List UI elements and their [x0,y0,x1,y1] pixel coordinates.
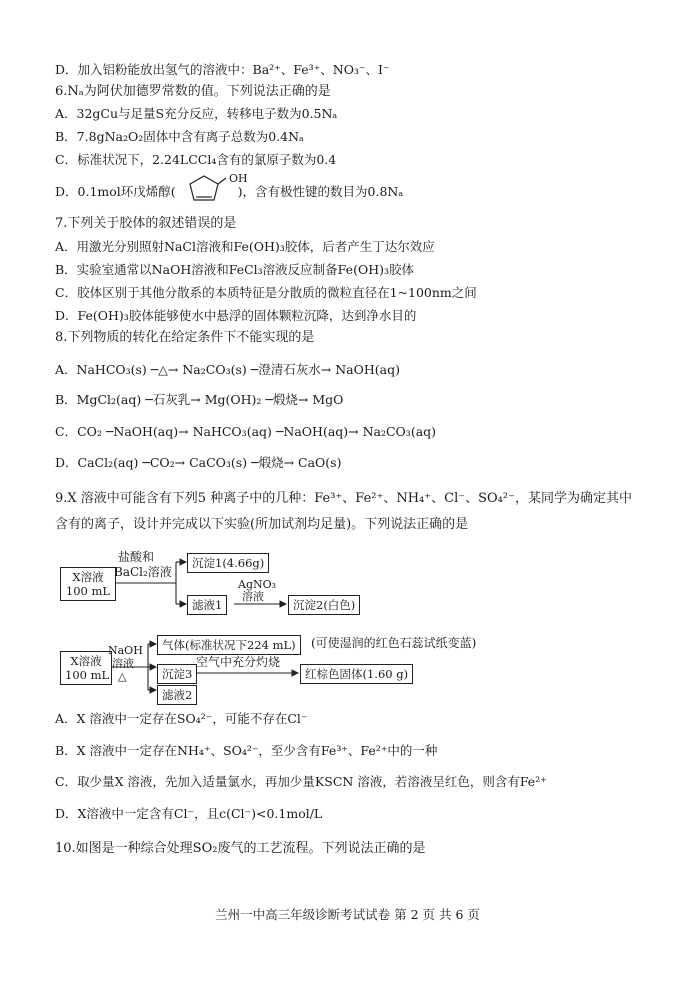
q9-option-c: C．取少量X 溶液，先加入适量氯水，再加少量KSCN 溶液，若溶液呈红色，则含有Fe²⁺ [55,774,547,789]
q6-option-a: A．32gCu与足量S充分反应，转移电子数为0.5Nₐ [55,106,338,121]
q6-option-c: C．标准状况下，2.24LCCl₄含有的氯原子数为0.4 [55,152,337,167]
flow2-reagent-line1: NaOH [108,644,143,657]
flow1-x-solution-label: X溶液 [72,570,104,584]
flow2-gas-box: 气体(标准状况下224 mL) [157,635,301,655]
q8-stem: 8.下列物质的转化在给定条件下不能实现的是 [55,330,315,345]
flow2-gas-note: (可使湿润的红色石蕊试纸变蓝) [311,636,477,650]
q7-option-b: B．实验室通常以NaOH溶液和FeCl₃溶液反应制备Fe(OH)₃胶体 [55,262,414,277]
q9-option-b: B．X 溶液中一定存在NH₄⁺、SO₄²⁻，至少含有Fe³⁺、Fe²⁺中的一种 [55,743,438,758]
flow2-solid-box: 红棕色固体(1.60 g) [300,664,413,684]
flow2-burn-condition: 空气中充分灼烧 [196,655,281,669]
flow1-x-solution-box [60,567,116,601]
flow2-x-solution-label: X溶液 [70,654,102,668]
flow2-x-solution-volume: 100 mL [65,668,110,682]
q7-stem: 7.下列关于胶体的叙述错误的是 [55,216,237,231]
flow2-filtrate2-box: 滤液2 [157,685,197,705]
q9-option-d: D．X溶液中一定含有Cl⁻，且c(Cl⁻)<0.1mol/L [55,806,323,821]
flow1-precipitate1-box: 沉淀1(4.66g) [187,553,269,573]
q8-option-b: B．MgCl₂(aq) ─石灰乳→ Mg(OH)₂ ─煅烧→ MgO [55,392,344,407]
q7-option-d: D．Fe(OH)₃胶体能够使水中悬浮的固体颗粒沉降，达到净水目的 [55,308,417,323]
q6-option-d-pre: D．0.1mol环戊烯醇( [55,184,176,199]
flow2-precipitate3-box: 沉淀3 [157,664,197,684]
flow1-reagent-line1: 盐酸和 [118,550,155,564]
flow2-heat-symbol: △ [118,670,127,683]
q5-option-d: D．加入铝粉能放出氢气的溶液中：Ba²⁺、Fe³⁺、NO₃⁻、I⁻ [55,62,390,77]
q9-stem-line1: 9.X 溶液中可能含有下列5 种离子中的几种：Fe³⁺、Fe²⁺、NH₄⁺、Cl⁻、SO₄²⁻，某同学为确定其中 [55,491,632,506]
q9-option-a: A．X 溶液中一定存在SO₄²⁻，可能不存在Cl⁻ [55,711,308,726]
hydroxyl-label: OH [229,172,248,185]
q8-option-c: C．CO₂ ─NaOH(aq)→ NaHCO₃(aq) ─NaOH(aq)→ Na₂CO₃(aq) [55,424,437,439]
flow1-x-solution-volume: 100 mL [65,584,111,598]
flow1-agno3-line1: AgNO₃ [238,578,277,591]
q7-option-a: A．用激光分别照射NaCl溶液和Fe(OH)₃胶体，后者产生丁达尔效应 [55,239,435,254]
q7-option-c: C．胶体区别于其他分散系的本质特征是分散质的微粒直径在1~100nm之间 [55,285,477,300]
q6-option-b: B．7.8gNa₂O₂固体中含有离子总数为0.4Nₐ [55,129,304,144]
q6-option-d-post: )，含有极性键的数目为0.8Nₐ [237,184,404,199]
q6-stem: 6.Nₐ为阿伏加德罗常数的值。下列说法正确的是 [55,84,331,99]
flow1-reagent-line2: BaCl₂溶液 [114,565,172,579]
flow1-precipitate2-box: 沉淀2(白色) [288,595,360,615]
flow2-reagent-line2: 溶液 [112,657,134,670]
q8-option-d: D．CaCl₂(aq) ─CO₂→ CaCO₃(s) ─煅烧→ CaO(s) [55,455,342,470]
flow2-x-solution-box [60,651,112,685]
page-footer: 兰州一中高三年级诊断考试试卷 第 2 页 共 6 页 [215,907,480,922]
flow1-filtrate1-box: 滤液1 [187,595,227,615]
q9-stem-line2: 含有的离子，设计并完成以下实验(所加试剂均足量)。下列说法正确的是 [55,517,469,532]
q8-option-a: A．NaHCO₃(s) ─△→ Na₂CO₃(s) ─澄清石灰水→ NaOH(aq) [55,362,400,377]
flow1-agno3-line2: 溶液 [242,590,264,603]
q10-stem: 10.如图是一种综合处理SO₂废气的工艺流程。下列说法正确的是 [55,841,426,856]
